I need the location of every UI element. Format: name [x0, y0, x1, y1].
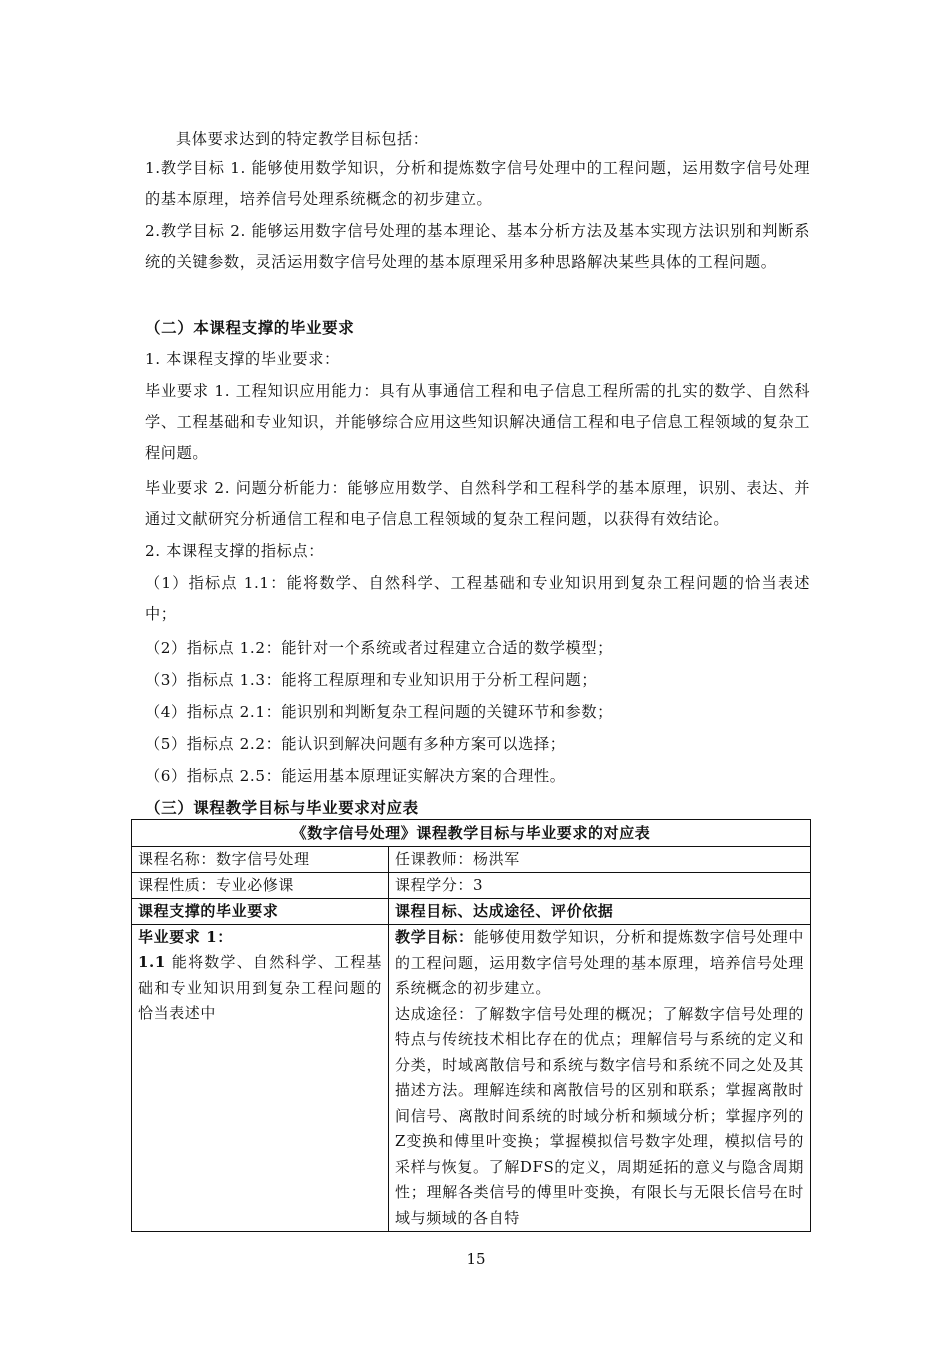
header-left-cell: 课程支撑的毕业要求: [132, 899, 389, 925]
sub-heading-1: 1. 本课程支撑的毕业要求：: [145, 350, 340, 368]
table-title: 《数字信号处理》课程教学目标与毕业要求的对应表: [132, 820, 811, 847]
requirement-cell: [132, 925, 389, 1232]
indicator-item: （6）指标点 2.5：能运用基本原理证实解决方案的合理性。: [145, 767, 566, 785]
table-title-row: [132, 820, 811, 847]
table-header-row: [132, 899, 811, 925]
course-name-cell: 课程名称：数字信号处理: [132, 847, 389, 873]
teacher-cell: 任课教师：杨洪军: [389, 847, 811, 873]
teaching-goal-text: 能够使用数学知识，分析和提炼数字信号处理中的工程问题，运用数字信号处理的基本原理，培养信号处理系统概念的初步建立。: [395, 928, 804, 997]
sub-heading-2: 2. 本课程支撑的指标点：: [145, 542, 324, 560]
requirement-1-paragraph: 毕业要求 1. 工程知识应用能力：具有从事通信工程和电子信息工程所需的扎实的数学、自然科学、工程基础和专业知识，并能够综合应用这些知识解决通信工程和电子信息工程领域的复杂工程问题。: [145, 382, 810, 462]
intro-paragraph: 具体要求达到的特定教学目标包括：: [176, 130, 429, 148]
goal-2-paragraph: 2.教学目标 2. 能够运用数字信号处理的基本理论、基本分析方法及基本实现方法识别和判断系统的关键参数，灵活运用数字信号处理的基本原理采用多种思路解决某些具体的工程问题。: [145, 222, 810, 271]
section-3-heading: （三）课程教学目标与毕业要求对应表: [145, 798, 419, 817]
credits-cell: 课程学分：3: [389, 873, 811, 899]
achievement-path: 达成途径：了解数字信号处理的概况；了解数字信号处理的特点与传统技术相比存在的优点；理解信号与系统的定义和分类，时域离散信号和系统与数字信号和系统不同之处及其描述方法。理解连续和离散信号的区别和联系；掌握离散时间信号、离散时间系统的时域分析和频域分析；掌握序列的Z变换和傅里叶变换；掌握模拟信号数字处理，模拟信号的采样与恢复。了解DFS的定义，周期延拓的意义与隐含周期性；理解各类信号的傅里叶变换，有限长与无限长信号在时域与频域的各自特: [395, 1004, 804, 1227]
section-2-heading: （二）本课程支撑的毕业要求: [145, 318, 355, 337]
header-right-cell: 课程目标、达成途径、评价依据: [389, 899, 811, 925]
teaching-goal: [395, 925, 804, 1002]
requirement-text: [138, 950, 382, 1027]
indicator-description: 能将数学、自然科学、工程基础和专业知识用到复杂工程问题的恰当表述中: [138, 953, 382, 1022]
indicator-item: （1）指标点 1.1：能将数学、自然科学、工程基础和专业知识用到复杂工程问题的恰当表述中；: [145, 574, 810, 623]
requirement-label: 毕业要求 1：: [138, 928, 233, 946]
course-type-cell: 课程性质：专业必修课: [132, 873, 389, 899]
indicator-item: （3）指标点 1.3：能将工程原理和专业知识用于分析工程问题；: [145, 671, 598, 689]
goal-cell: [389, 925, 811, 1232]
table-row: [132, 925, 811, 1232]
requirement-2-paragraph: 毕业要求 2. 问题分析能力：能够应用数学、自然科学和工程科学的基本原理，识别、表达、并通过文献研究分析通信工程和电子信息工程领域的复杂工程问题，以获得有效结论。: [145, 479, 810, 528]
indicator-number: 1.1: [138, 953, 166, 971]
table-row: [132, 847, 811, 873]
mapping-table: [131, 819, 811, 1232]
goal-1-paragraph: 1.教学目标 1. 能够使用数学知识，分析和提炼数字信号处理中的工程问题，运用数字信号处理的基本原理，培养信号处理系统概念的初步建立。: [145, 159, 810, 208]
indicator-item: （2）指标点 1.2：能针对一个系统或者过程建立合适的数学模型；: [145, 639, 613, 657]
table-row: [132, 873, 811, 899]
indicator-item: （5）指标点 2.2：能认识到解决问题有多种方案可以选择；: [145, 735, 566, 753]
page-number: 15: [466, 1250, 486, 1268]
indicator-item: （4）指标点 2.1：能识别和判断复杂工程问题的关键环节和参数；: [145, 703, 613, 721]
teaching-goal-label: 教学目标：: [395, 928, 474, 946]
